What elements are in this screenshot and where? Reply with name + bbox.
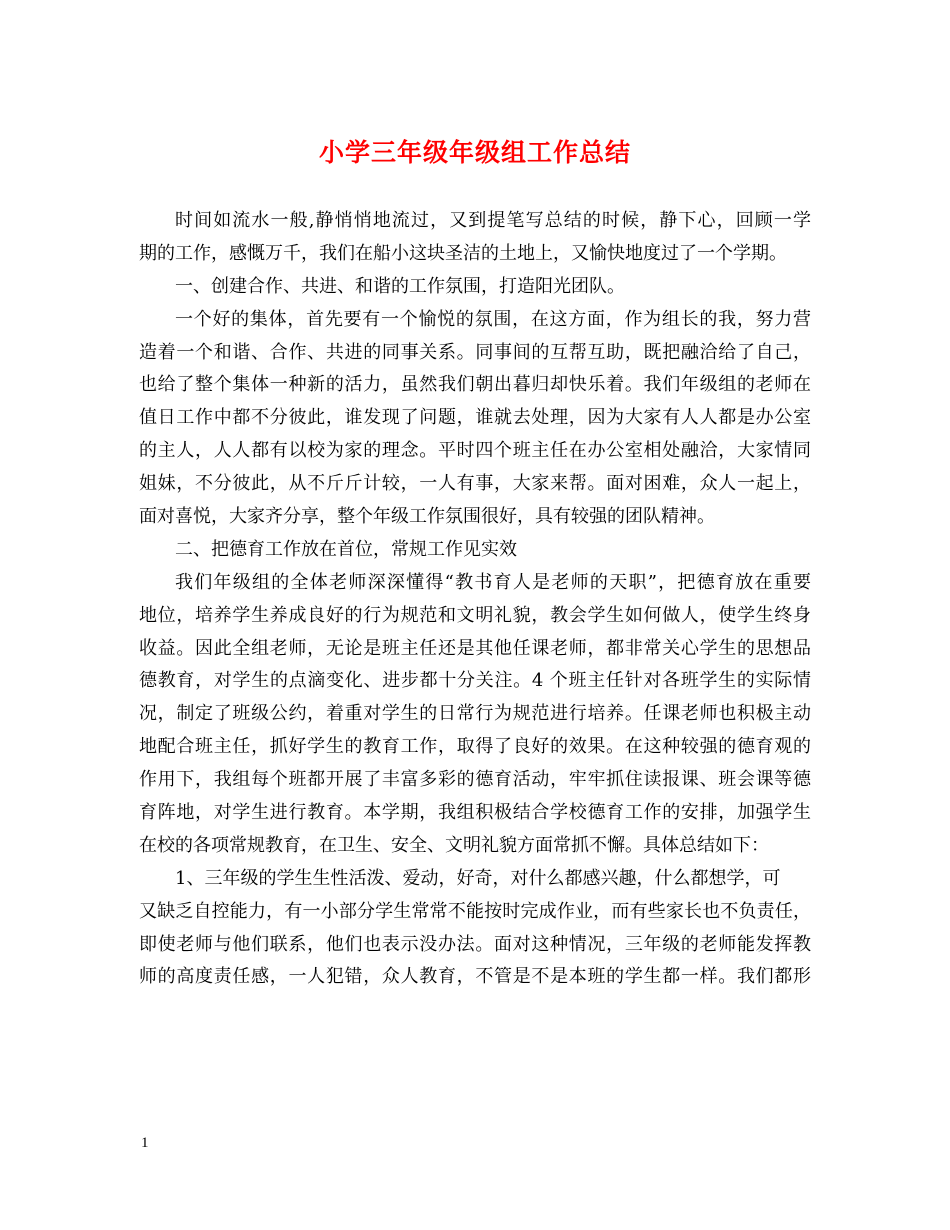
body-line: 师的高度责任感，一人犯错，众人教育，不管是不是本班的学生都一样。我们都形 — [139, 966, 811, 988]
body-line: 也给了整个集体一种新的活力，虽然我们朝出暮归却快乐着。我们年级组的老师在 — [139, 374, 811, 396]
body-line: 德教育，对学生的点滴变化、进步都十分关注。4 个班主任针对各班学生的实际情 — [139, 670, 811, 692]
body-line: 我们年级组的全体老师深深懂得“教书育人是老师的天职”，把德育放在重要 — [175, 571, 811, 593]
body-line: 地配合班主任，抓好学生的教育工作，取得了良好的效果。在这种较强的德育观的 — [139, 736, 811, 758]
body-line: 收益。因此全组老师，无论是班主任还是其他任课老师，都非常关心学生的思想品 — [139, 637, 811, 659]
page-number: 1 — [141, 1135, 149, 1151]
body-line: 姐妹，不分彼此，从不斤斤计较，一人有事，大家来帮。面对困难，众人一起上， — [139, 473, 811, 495]
body-line: 时间如流水一般,静悄悄地流过，又到提笔写总结的时候，静下心，回顾一学 — [175, 210, 811, 231]
body-line: 的主人，人人都有以校为家的理念。平时四个班主任在办公室相处融洽，大家情同 — [139, 440, 811, 462]
document-body — [139, 205, 811, 994]
body-line: 在校的各项常规教育，在卫生、安全、文明礼貌方面常抓不懈。具体总结如下： — [139, 834, 769, 856]
body-line: 育阵地，对学生进行教育。本学期，我组积极结合学校德育工作的安排，加强学生 — [139, 802, 811, 824]
body-line: 即使老师与他们联系，他们也表示没办法。面对这种情况，三年级的老师能发挥教 — [139, 933, 811, 955]
section-heading: 一、创建合作、共进、和谐的工作氛围，打造阳光团队。 — [175, 275, 625, 297]
body-line: 况，制定了班级公约，着重对学生的日常行为规范进行培养。任课老师也积极主动 — [139, 703, 811, 725]
body-line: 造着一个和谐、合作、共进的同事关系。同事间的互帮互助，既把融洽给了自己， — [139, 341, 811, 363]
body-line: 又缺乏自控能力，有一小部分学生常常不能按时完成作业，而有些家长也不负责任， — [139, 900, 811, 922]
body-line: 面对喜悦，大家齐分享，整个年级工作氛围很好，具有较强的团队精神。 — [139, 506, 715, 528]
body-line: 期的工作，感慨万千，我们在船小这块圣洁的土地上，又愉快地度过了一个学期。 — [139, 242, 787, 264]
body-line: 作用下，我组每个班都开展了丰富多彩的德育活动，牢牢抓住读报课、班会课等德 — [139, 769, 811, 791]
body-line: 1、三年级的学生生性活泼、爱动，好奇，对什么都感兴趣，什么都想学，可 — [175, 867, 781, 889]
section-heading: 二、把德育工作放在首位，常规工作见实效 — [175, 538, 517, 560]
body-line: 值日工作中都不分彼此，谁发现了问题，谁就去处理，因为大家有人人都是办公室 — [139, 407, 811, 429]
document-title: 小学三年级年级组工作总结 — [318, 138, 631, 167]
body-line: 一个好的集体，首先要有一个愉悦的氛围，在这方面，作为组长的我，努力营 — [175, 308, 811, 330]
body-line: 地位，培养学生养成良好的行为规范和文明礼貌，教会学生如何做人，使学生终身 — [139, 604, 811, 626]
